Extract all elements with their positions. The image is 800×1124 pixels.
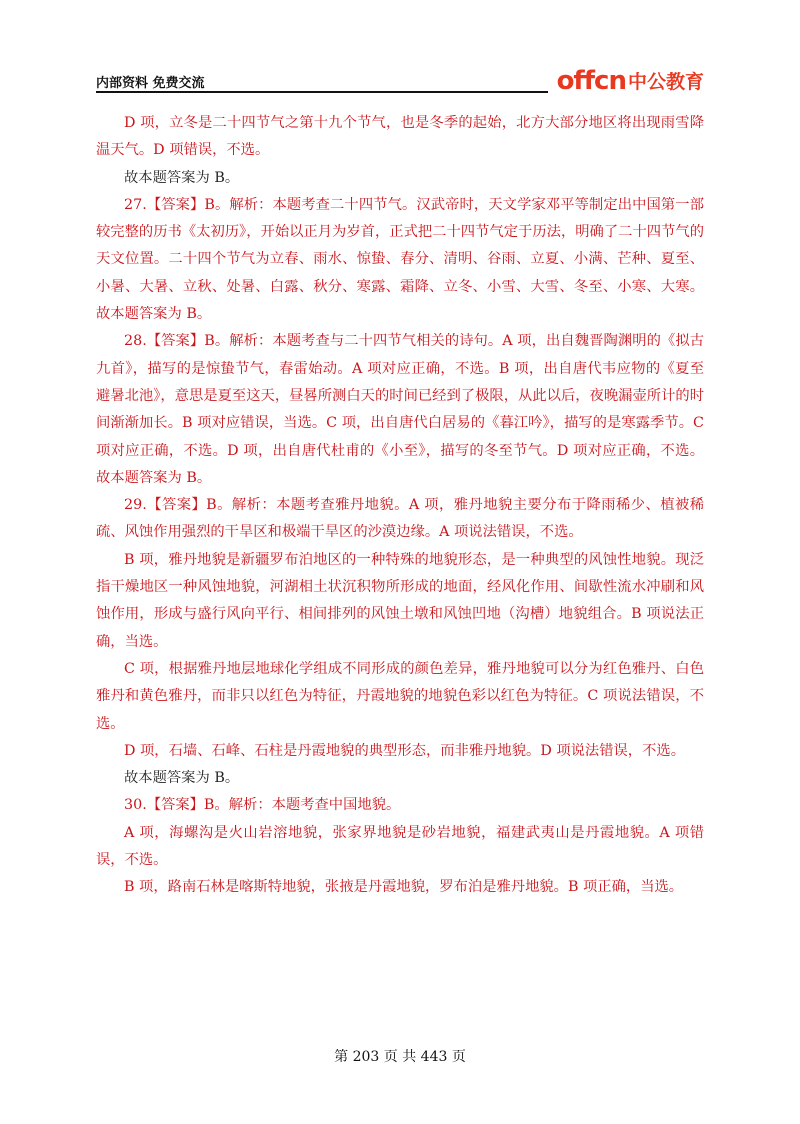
paragraph: 故本题答案为 B。 xyxy=(124,770,240,787)
header-label: 内部资料 免费交流 xyxy=(96,76,205,91)
paragraph: C 项，根据雅丹地层地球化学组成不同形成的颜色差异，雅丹地貌可以分为红色雅丹、白色雅丹和黄色雅丹，而非只以红色为特征，丹霞地貌的地貌色彩以红色为特征。C 项说法错误，不选。 xyxy=(96,660,704,732)
header-rule xyxy=(96,91,548,93)
paragraph: D 项，石墙、石峰、石柱是丹霞地貌的典型形态，而非雅丹地貌。D 项说法错误，不选。 xyxy=(124,742,685,759)
page-footer: 第 203 页 共 443 页 xyxy=(334,1049,466,1065)
page-header xyxy=(96,66,704,96)
paragraph: 27.【答案】B。解析：本题考查二十四节气。汉武帝时，天文学家邓平等制定出中国第一部较完整的历书《太初历》，开始以正月为岁首，正式把二十四节气定于历法，明确了二十四节气的天文位置。二十四个节气为立春、雨水、惊蛰、春分、清明、谷雨、立夏、小满、芒种、夏至、小暑、大暑、立秋、处暑、白露、秋分、寒露、霜降、立冬、小雪、大雪、冬至、小寒、大寒。故本题答案为 B。 xyxy=(96,196,704,323)
paragraph: 故本题答案为 B。 xyxy=(124,169,240,186)
logo-brand: offcn xyxy=(556,66,626,96)
logo-cn: 中公教育 xyxy=(627,71,704,93)
document-body xyxy=(96,110,704,902)
paragraph: D 项，立冬是二十四节气之第十九个节气，也是冬季的起始，北方大部分地区将出现雨雪降温天气。D 项错误，不选。 xyxy=(96,115,704,159)
paragraph: 28.【答案】B。解析：本题考查与二十四节气相关的诗句。A 项，出自魏晋陶渊明的《拟古九首》，描写的是惊蛰节气，春雷始动。A 项对应正确，不选。B 项，出自唐代韦应物的《夏至避暑北池》，意思是夏至这天，昼晷所测白天的时间已经到了极限，从此以后，夜晚漏壶所计的时间渐渐加长。B 项对应错误，当选。C 项，出自唐代白居易的《暮江吟》，描写的是寒露季节。C 项对应正确，不选。D 项，出自唐代杜甫的《小至》，描写的冬至节气。D 项对应正确，不选。故本题答案为 B。 xyxy=(96,333,704,486)
offcn-logo xyxy=(557,66,704,94)
paragraph: B 项，路南石林是喀斯特地貌，张掖是丹霞地貌，罗布泊是雅丹地貌。B 项正确，当选。 xyxy=(124,879,684,896)
paragraph: 29.【答案】B。解析：本题考查雅丹地貌。A 项，雅丹地貌主要分布于降雨稀少、植被稀疏、风蚀作用强烈的干旱区和极端干旱区的沙漠边缘。A 项说法错误，不选。 xyxy=(96,497,704,541)
paragraph: 30.【答案】B。解析：本题考查中国地貌。 xyxy=(124,797,401,814)
paragraph: A 项，海螺沟是火山岩溶地貌，张家界地貌是砂岩地貌，福建武夷山是丹霞地貌。A 项错误，不选。 xyxy=(96,824,704,869)
paragraph: B 项，雅丹地貌是新疆罗布泊地区的一种特殊的地貌形态，是一种典型的风蚀性地貌。现泛指干燥地区一种风蚀地貌，河湖相土状沉积物所形成的地面，经风化作用、间歇性流水冲刷和风蚀作用，形成与盛行风向平行、相间排列的风蚀土墩和风蚀凹地（沟槽）地貌组合。B 项说法正确，当选。 xyxy=(96,551,704,650)
